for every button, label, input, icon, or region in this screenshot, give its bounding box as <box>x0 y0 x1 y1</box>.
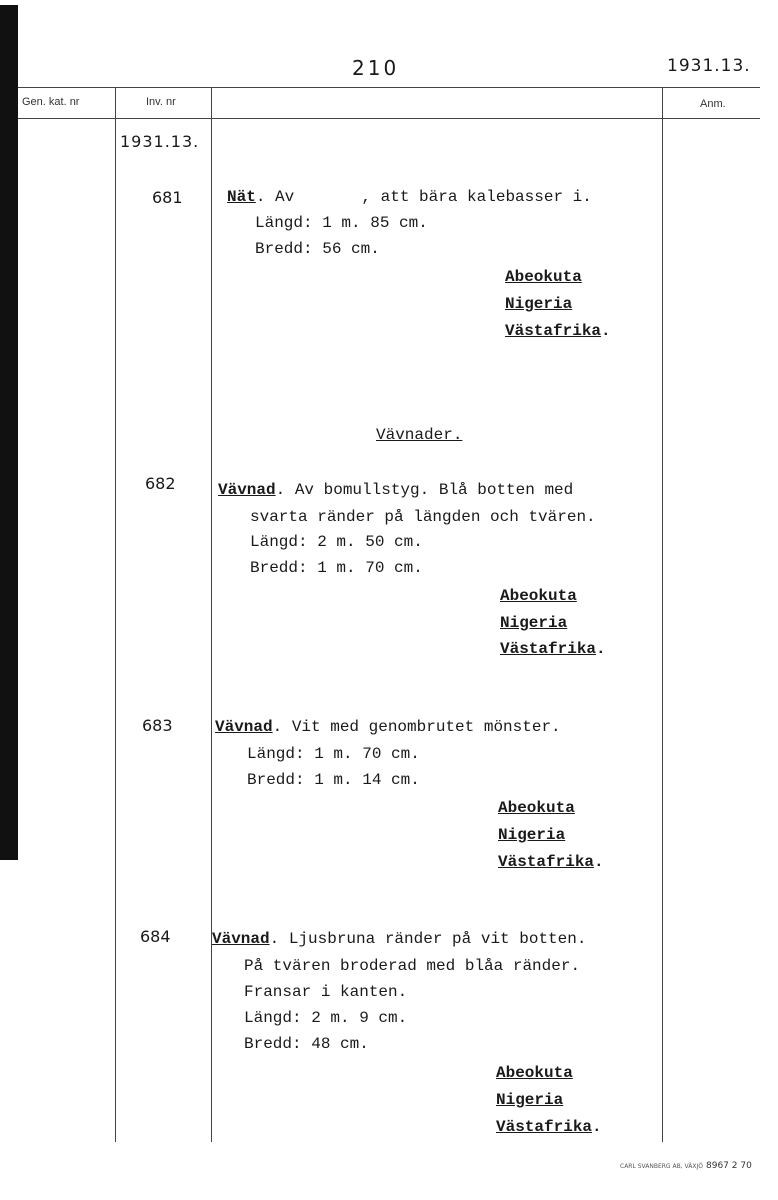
place-country: Nigeria <box>500 614 568 632</box>
entry-line: svarta ränder på längden och tvären. <box>250 508 596 526</box>
inventory-number: 684 <box>140 927 171 946</box>
column-divider-inv <box>211 87 212 1142</box>
entry-text: . Av , att bära kalebasser i. <box>255 188 592 206</box>
entry-line: Längd: 1 m. 85 cm. <box>255 214 428 232</box>
inventory-number: 683 <box>142 716 173 735</box>
entry-line: På tvären broderad med blåa ränder. <box>244 957 581 975</box>
column-header-gen-kat-nr: Gen. kat. nr <box>22 96 80 108</box>
punctuation: . <box>592 1118 602 1136</box>
printer-imprint: CARL SVANBERG AB, VÄXJÖ <box>620 1163 703 1170</box>
place-region: Västafrika. <box>496 1118 602 1136</box>
entry-text: . Ljusbruna ränder på vit botten. <box>269 930 587 948</box>
header-bottom-rule <box>18 118 760 119</box>
entry-title: Vävnad <box>218 481 276 499</box>
punctuation: . <box>594 853 604 871</box>
entry-line: Bredd: 48 cm. <box>244 1035 369 1053</box>
place-region: Västafrika. <box>500 640 606 658</box>
entry-line <box>212 930 586 948</box>
entry-line: Bredd: 56 cm. <box>255 240 380 258</box>
entry-line: Längd: 1 m. 70 cm. <box>247 745 420 763</box>
place-locality: Abeokuta <box>500 587 577 605</box>
entry-title: Vävnad <box>215 718 273 736</box>
entry-line: Längd: 2 m. 50 cm. <box>250 533 423 551</box>
header-top-rule <box>18 87 760 88</box>
place-region: Västafrika. <box>498 853 604 871</box>
column-header-anm: Anm. <box>700 98 726 110</box>
punctuation: . <box>596 640 606 658</box>
inventory-number: 681 <box>152 188 183 207</box>
entry-line: Bredd: 1 m. 14 cm. <box>247 771 420 789</box>
entry-line <box>215 718 561 736</box>
inventory-year: 1931.13. <box>120 132 200 151</box>
section-heading: Vävnader. <box>376 426 463 444</box>
catalog-reference: 1931.13. <box>667 56 751 76</box>
entry-line <box>218 481 573 499</box>
column-divider-gen <box>115 87 116 1142</box>
entry-line: Bredd: 1 m. 70 cm. <box>250 559 423 577</box>
place-country: Nigeria <box>498 826 566 844</box>
place-locality: Abeokuta <box>498 799 575 817</box>
entry-line <box>227 188 592 206</box>
entry-line: Fransar i kanten. <box>244 983 408 1001</box>
entry-title: Vävnad <box>212 930 270 948</box>
place-region: Västafrika. <box>505 322 611 340</box>
entry-text: . Vit med genombrutet mönster. <box>272 718 561 736</box>
place-country: Nigeria <box>496 1091 564 1109</box>
form-number: 8967 2 70 <box>706 1161 752 1171</box>
entry-line: Längd: 2 m. 9 cm. <box>244 1009 408 1027</box>
inventory-number: 682 <box>145 474 176 493</box>
column-divider-anm <box>662 87 663 1142</box>
place-country: Nigeria <box>505 295 573 313</box>
page-number: 210 <box>352 56 400 80</box>
place-locality: Abeokuta <box>505 268 582 286</box>
place-locality: Abeokuta <box>496 1064 573 1082</box>
punctuation: . <box>601 322 611 340</box>
binding-edge <box>0 5 18 860</box>
entry-text: . Av bomullstyg. Blå botten med <box>275 481 574 499</box>
entry-title: Nät <box>227 188 256 206</box>
column-header-inv-nr: Inv. nr <box>146 96 176 108</box>
